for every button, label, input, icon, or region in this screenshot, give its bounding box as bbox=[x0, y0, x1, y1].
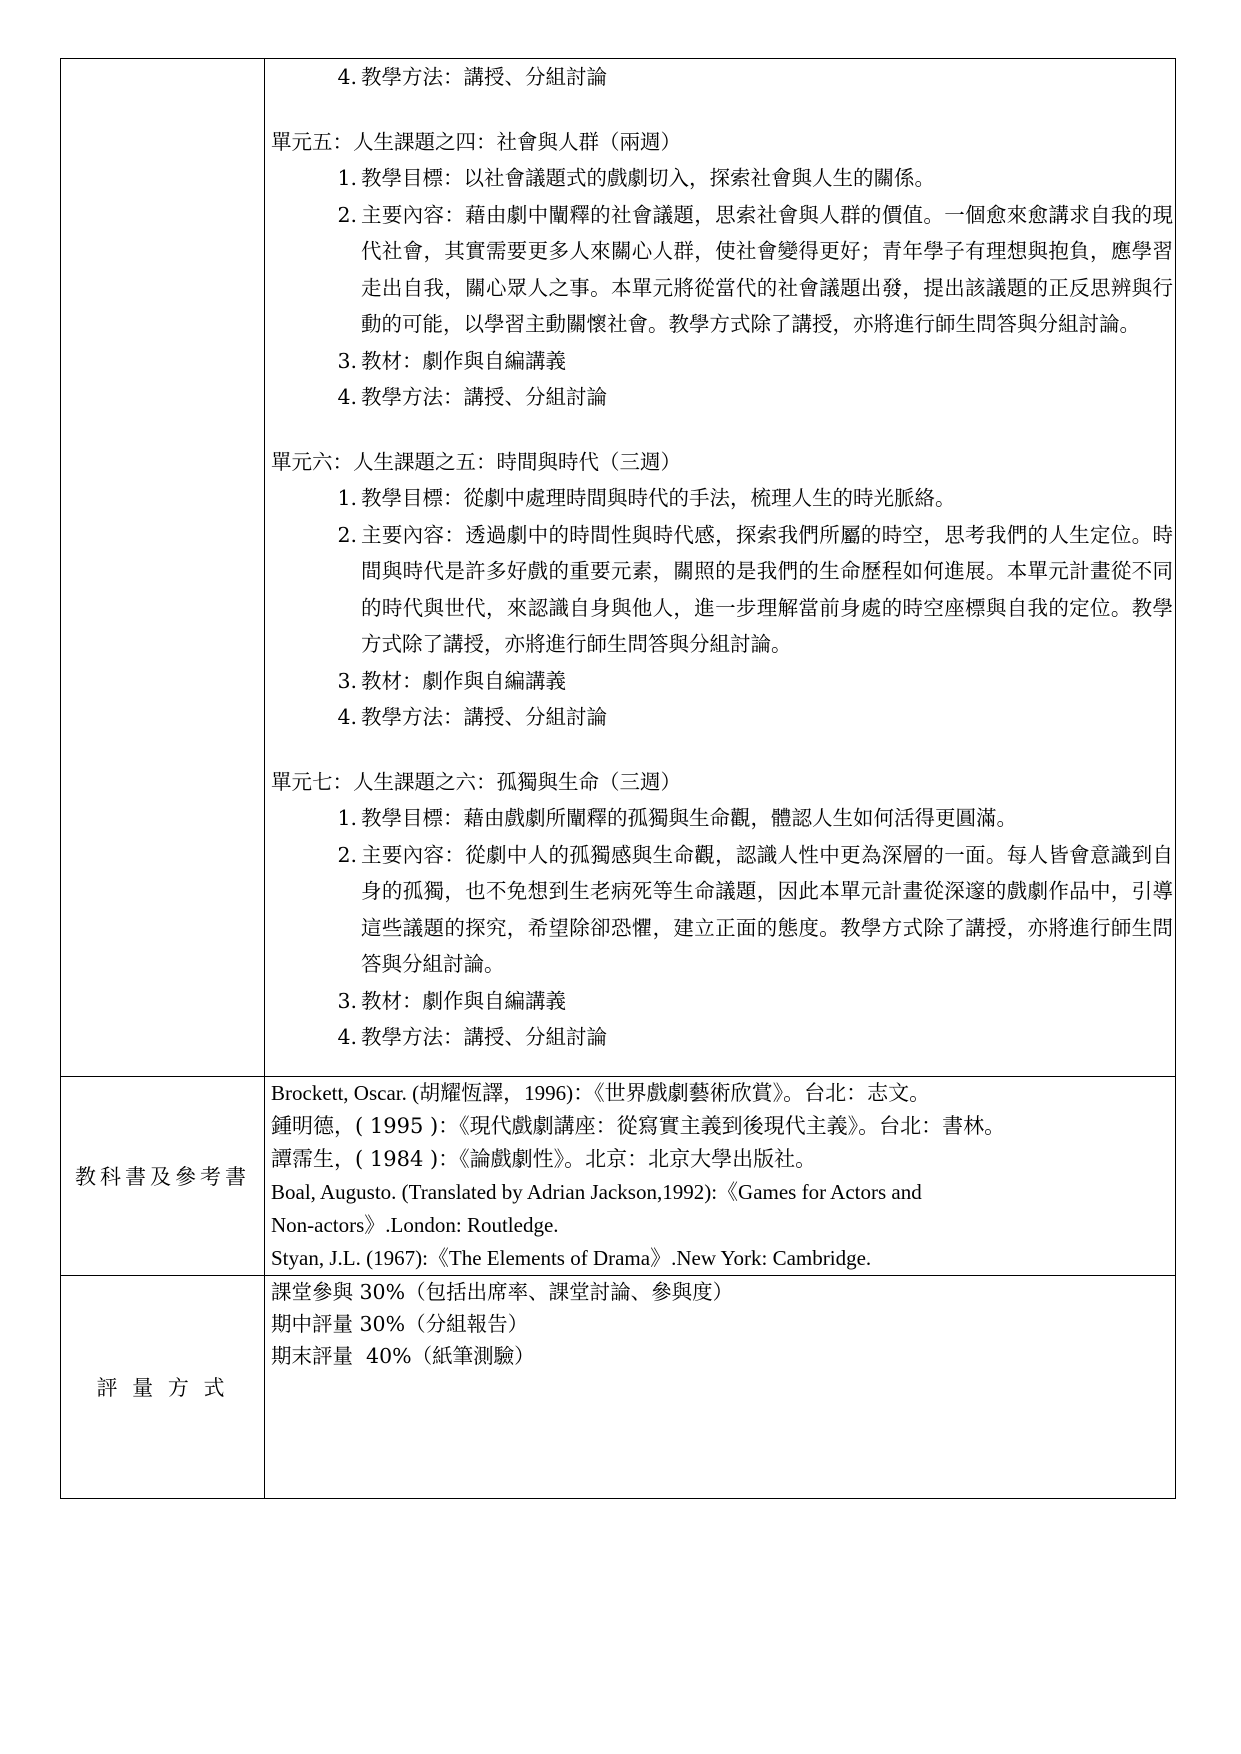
evaluation-entry: 期末評量 40%（紙筆測驗） bbox=[271, 1343, 535, 1368]
previous-unit-continuation bbox=[271, 59, 1173, 96]
units-content-cell bbox=[265, 59, 1176, 1077]
evaluation-content bbox=[265, 1275, 1176, 1498]
list-item bbox=[271, 480, 1173, 517]
unit-seven bbox=[271, 764, 1173, 1056]
item-text: 主要內容：透過劇中的時間性與時代感，探索我們所屬的時空，思考我們的人生定位。時間與時代是許多好戲的重要元素，關照的是我們的生命歷程如何進展。本單元計畫從不同的時代與世代，來認識自身與他人，進一步理解當前身處的時空座標與自我的定位。教學方式除了講授，亦將進行師生問答與分組討論。 bbox=[361, 522, 1173, 656]
item-text: 教學方法：講授、分組討論 bbox=[361, 1025, 607, 1049]
list-item bbox=[271, 837, 1173, 983]
item-number: 4. bbox=[337, 1025, 357, 1049]
list-item bbox=[271, 1019, 1173, 1056]
unit-five bbox=[271, 124, 1173, 416]
list-item bbox=[271, 800, 1173, 837]
list-item bbox=[271, 699, 1173, 736]
reference-entry: Brockett, Oscar. (胡耀恆譯，1996)：《世界戲劇藝術欣賞》。台北：志文。 bbox=[271, 1080, 931, 1105]
item-text: 教學目標：從劇中處理時間與時代的手法，梳理人生的時光脈絡。 bbox=[361, 486, 956, 510]
reference-entry: Styan, J.L. (1967):《The Elements of Drama》.New York: Cambridge. bbox=[271, 1245, 872, 1270]
list-item bbox=[271, 379, 1173, 416]
item-number: 4. bbox=[337, 65, 357, 89]
item-number: 2. bbox=[337, 522, 357, 547]
item-number: 1. bbox=[337, 806, 357, 830]
list-item bbox=[271, 663, 1173, 700]
units-label-cell bbox=[61, 59, 265, 1077]
item-text: 教材：劇作與自編講義 bbox=[361, 988, 566, 1013]
units-row bbox=[61, 59, 1176, 1077]
item-number: 3. bbox=[337, 668, 357, 693]
item-text: 主要內容：從劇中人的孤獨感與生命觀，認識人性中更為深層的一面。每人皆會意識到自身的孤獨，也不免想到生老病死等生命議題，因此本單元計畫從深邃的戲劇作品中，引導這些議題的探究，希望除卻恐懼，建立正面的態度。教學方式除了講授，亦將進行師生問答與分組討論。 bbox=[361, 842, 1173, 976]
reference-entry: 鍾明德，( 1995 )：《現代戲劇講座：從寫實主義到後現代主義》。台北：書林。 bbox=[271, 1113, 1006, 1138]
item-text: 教學目標：以社會議題式的戲劇切入，探索社會與人生的關係。 bbox=[361, 166, 935, 190]
list-item bbox=[271, 160, 1173, 197]
item-number: 3. bbox=[337, 988, 357, 1013]
references-row bbox=[61, 1076, 1176, 1275]
item-text: 教學方法：講授、分組討論 bbox=[361, 385, 607, 409]
course-syllabus-table bbox=[60, 58, 1176, 1499]
evaluation-entry: 課堂參與 30%（包括出席率、課堂討論、參與度） bbox=[271, 1279, 734, 1304]
reference-entry: Non-actors》.London: Routledge. bbox=[271, 1212, 559, 1237]
item-text: 教學方法：講授、分組討論 bbox=[361, 705, 607, 729]
evaluation-entry: 期中評量 30%（分組報告） bbox=[271, 1311, 529, 1336]
item-number: 2. bbox=[337, 842, 357, 867]
item-number: 3. bbox=[337, 348, 357, 373]
item-number: 4. bbox=[337, 705, 357, 729]
item-text: 教材：劇作與自編講義 bbox=[361, 348, 566, 373]
item-text: 教學目標：藉由戲劇所闡釋的孤獨與生命觀，體認人生如何活得更圓滿。 bbox=[361, 806, 1017, 830]
references-label: 教科書及參考書 bbox=[61, 1076, 265, 1275]
item-number: 1. bbox=[337, 166, 357, 190]
evaluation-row bbox=[61, 1275, 1176, 1498]
reference-entry: Boal, Augusto. (Translated by Adrian Jackson,1992):《Games for Actors and bbox=[271, 1179, 922, 1204]
reference-entry: 譚霈生，( 1984 )：《論戲劇性》。北京：北京大學出版社。 bbox=[271, 1146, 817, 1171]
list-item bbox=[271, 197, 1173, 343]
unit-title: 單元七：人生課題之六：孤獨與生命（三週） bbox=[271, 769, 681, 794]
evaluation-label: 評 量 方 式 bbox=[61, 1275, 265, 1498]
list-item bbox=[271, 983, 1173, 1020]
item-number: 4. bbox=[337, 385, 357, 409]
unit-title: 單元六：人生課題之五：時間與時代（三週） bbox=[271, 449, 681, 474]
list-item bbox=[271, 517, 1173, 663]
item-number: 2. bbox=[337, 202, 357, 227]
item-text: 主要內容：藉由劇中闡釋的社會議題，思索社會與人群的價值。一個愈來愈講求自我的現代社會，其實需要更多人來關心人群，使社會變得更好；青年學子有理想與抱負，應學習走出自我，關心眾人之事。本單元將從當代的社會議題出發，提出該議題的正反思辨與行動的可能，以學習主動關懷社會。教學方式除了講授，亦將進行師生問答與分組討論。 bbox=[361, 202, 1173, 336]
references-content bbox=[265, 1076, 1176, 1275]
unit-six bbox=[271, 444, 1173, 736]
list-item bbox=[271, 343, 1173, 380]
item-number: 1. bbox=[337, 486, 357, 510]
item-text: 教材：劇作與自編講義 bbox=[361, 668, 566, 693]
list-item bbox=[271, 59, 1173, 96]
item-text: 教學方法：講授、分組討論 bbox=[361, 65, 607, 89]
unit-title: 單元五：人生課題之四：社會與人群（兩週） bbox=[271, 129, 681, 154]
